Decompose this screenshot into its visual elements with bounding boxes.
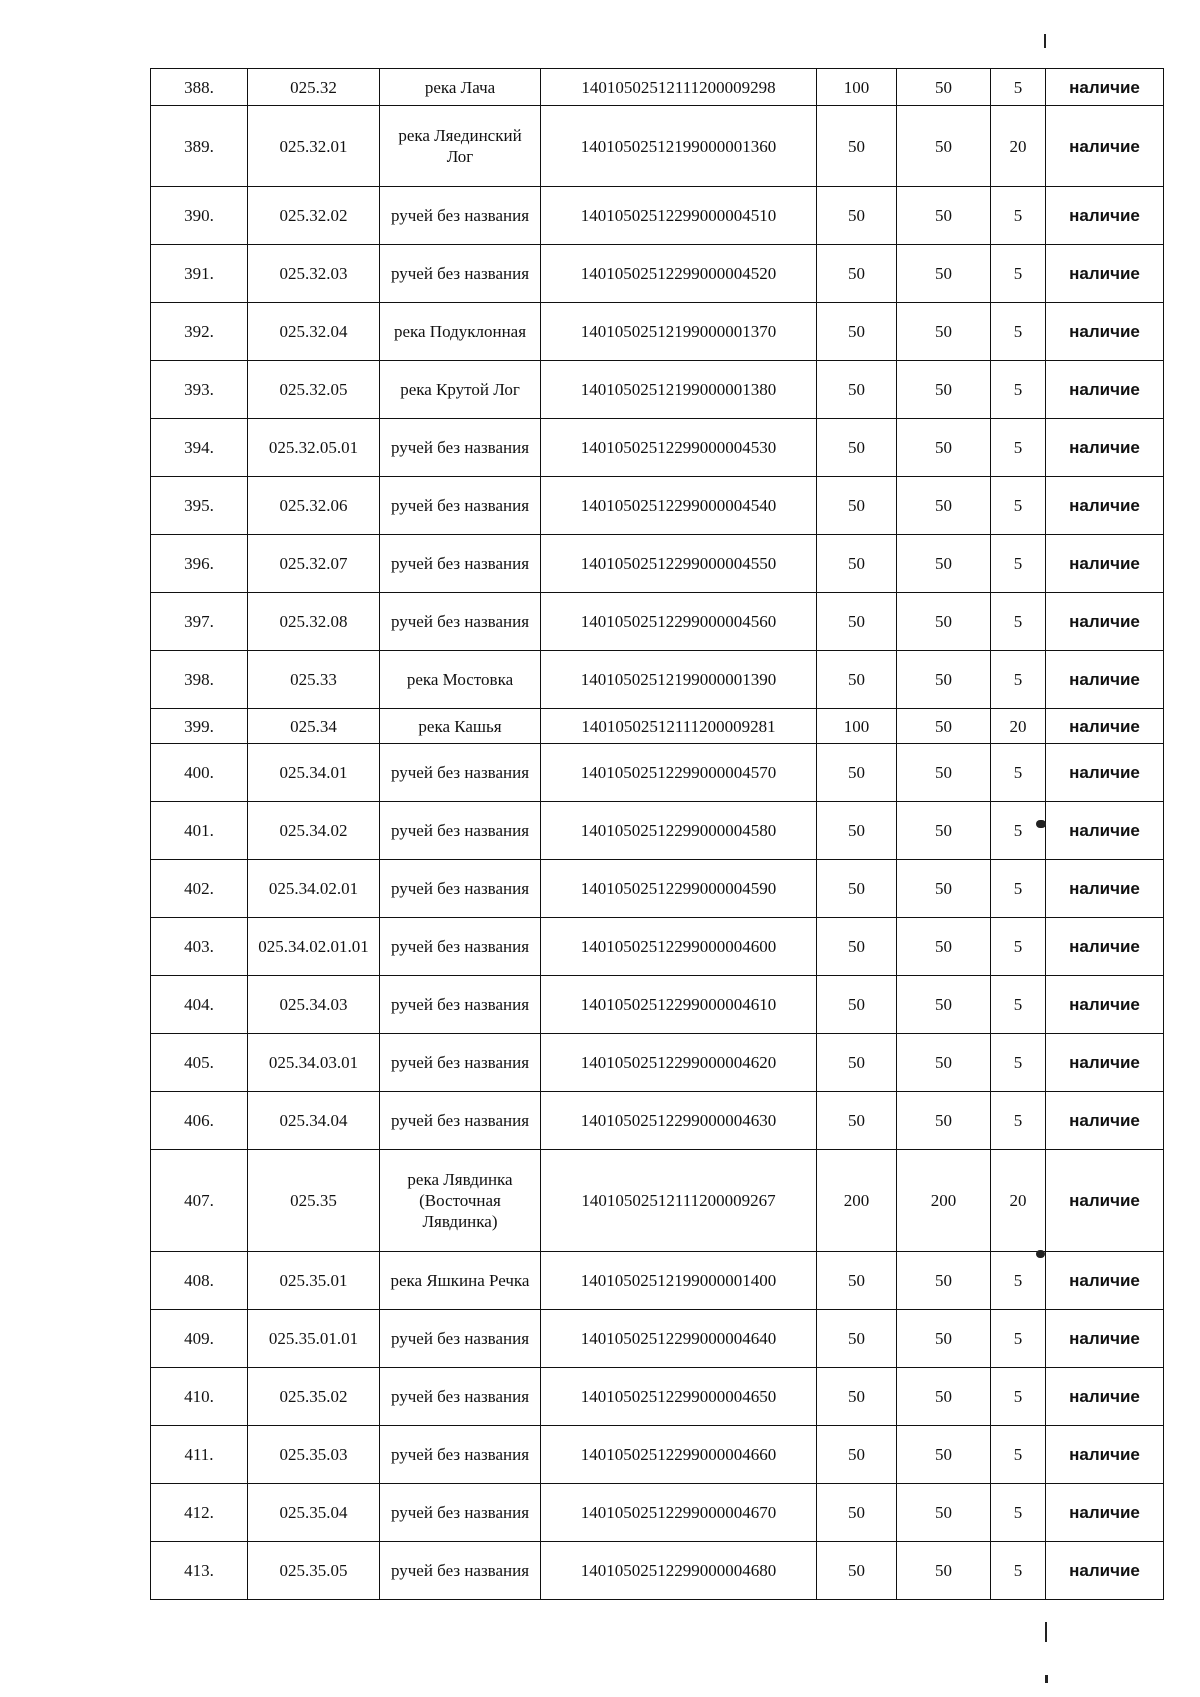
table-row <box>151 419 1164 477</box>
width-b-cell: 200 <box>897 1150 991 1252</box>
row-number-cell: 402. <box>151 860 248 918</box>
status-cell: наличие <box>1046 1368 1164 1426</box>
width-a-cell: 50 <box>817 1034 897 1092</box>
table-body <box>151 69 1164 1600</box>
registry-number-cell: 14010502512299000004510 <box>541 187 817 245</box>
object-name-cell: ручей без названия <box>380 419 541 477</box>
object-name-cell: ручей без названия <box>380 245 541 303</box>
table-row <box>151 1150 1164 1252</box>
width-c-cell: 5 <box>991 1542 1046 1600</box>
object-name-cell: ручей без названия <box>380 1310 541 1368</box>
object-code-cell: 025.32.08 <box>248 593 380 651</box>
object-code-cell: 025.32.05.01 <box>248 419 380 477</box>
width-a-cell: 50 <box>817 1252 897 1310</box>
registry-number-cell: 14010502512199000001390 <box>541 651 817 709</box>
registry-number-cell: 14010502512199000001380 <box>541 361 817 419</box>
table-row <box>151 477 1164 535</box>
table-row <box>151 1426 1164 1484</box>
width-b-cell: 50 <box>897 1426 991 1484</box>
width-b-cell: 50 <box>897 303 991 361</box>
width-c-cell: 5 <box>991 69 1046 106</box>
row-number-cell: 396. <box>151 535 248 593</box>
width-c-cell: 20 <box>991 106 1046 187</box>
width-a-cell: 50 <box>817 1310 897 1368</box>
table-row <box>151 976 1164 1034</box>
object-code-cell: 025.32.04 <box>248 303 380 361</box>
width-c-cell: 5 <box>991 245 1046 303</box>
width-a-cell: 50 <box>817 1484 897 1542</box>
object-name-cell: ручей без названия <box>380 1092 541 1150</box>
scan-mark <box>1044 34 1046 48</box>
registry-number-cell: 14010502512111200009267 <box>541 1150 817 1252</box>
object-name-cell: река Яшкина Речка <box>380 1252 541 1310</box>
status-cell: наличие <box>1046 1426 1164 1484</box>
width-c-cell: 5 <box>991 1484 1046 1542</box>
object-name-cell: ручей без названия <box>380 1426 541 1484</box>
object-name-cell: река Лача <box>380 69 541 106</box>
row-number-cell: 389. <box>151 106 248 187</box>
row-number-cell: 409. <box>151 1310 248 1368</box>
object-name-cell: река Кашья <box>380 709 541 744</box>
row-number-cell: 411. <box>151 1426 248 1484</box>
width-c-cell: 5 <box>991 187 1046 245</box>
width-a-cell: 50 <box>817 1092 897 1150</box>
scan-mark <box>1036 1250 1045 1258</box>
status-cell: наличие <box>1046 419 1164 477</box>
row-number-cell: 413. <box>151 1542 248 1600</box>
width-c-cell: 5 <box>991 419 1046 477</box>
registry-number-cell: 14010502512299000004610 <box>541 976 817 1034</box>
width-b-cell: 50 <box>897 477 991 535</box>
object-code-cell: 025.34.02.01.01 <box>248 918 380 976</box>
object-name-cell: ручей без названия <box>380 1542 541 1600</box>
status-cell: наличие <box>1046 1252 1164 1310</box>
status-cell: наличие <box>1046 477 1164 535</box>
table-row <box>151 802 1164 860</box>
object-name-cell: река Подуклонная <box>380 303 541 361</box>
width-a-cell: 50 <box>817 1426 897 1484</box>
width-b-cell: 50 <box>897 1484 991 1542</box>
row-number-cell: 391. <box>151 245 248 303</box>
width-b-cell: 50 <box>897 361 991 419</box>
object-code-cell: 025.33 <box>248 651 380 709</box>
width-b-cell: 50 <box>897 69 991 106</box>
object-name-cell: ручей без названия <box>380 535 541 593</box>
row-number-cell: 410. <box>151 1368 248 1426</box>
status-cell: наличие <box>1046 1034 1164 1092</box>
status-cell: наличие <box>1046 802 1164 860</box>
object-code-cell: 025.35 <box>248 1150 380 1252</box>
width-b-cell: 50 <box>897 1034 991 1092</box>
registry-number-cell: 14010502512299000004680 <box>541 1542 817 1600</box>
row-number-cell: 393. <box>151 361 248 419</box>
width-c-cell: 5 <box>991 593 1046 651</box>
row-number-cell: 408. <box>151 1252 248 1310</box>
object-code-cell: 025.32.03 <box>248 245 380 303</box>
object-code-cell: 025.32 <box>248 69 380 106</box>
row-number-cell: 401. <box>151 802 248 860</box>
table-row <box>151 709 1164 744</box>
width-b-cell: 50 <box>897 1310 991 1368</box>
row-number-cell: 394. <box>151 419 248 477</box>
status-cell: наличие <box>1046 593 1164 651</box>
width-a-cell: 200 <box>817 1150 897 1252</box>
status-cell: наличие <box>1046 245 1164 303</box>
width-a-cell: 50 <box>817 976 897 1034</box>
width-c-cell: 5 <box>991 535 1046 593</box>
registry-number-cell: 14010502512299000004550 <box>541 535 817 593</box>
width-b-cell: 50 <box>897 1092 991 1150</box>
width-c-cell: 5 <box>991 1368 1046 1426</box>
status-cell: наличие <box>1046 918 1164 976</box>
status-cell: наличие <box>1046 1310 1164 1368</box>
object-code-cell: 025.34.03 <box>248 976 380 1034</box>
registry-number-cell: 14010502512299000004590 <box>541 860 817 918</box>
width-a-cell: 100 <box>817 709 897 744</box>
object-name-cell: ручей без названия <box>380 1484 541 1542</box>
width-b-cell: 50 <box>897 419 991 477</box>
registry-number-cell: 14010502512299000004650 <box>541 1368 817 1426</box>
width-a-cell: 50 <box>817 245 897 303</box>
width-c-cell: 5 <box>991 361 1046 419</box>
object-code-cell: 025.34.02 <box>248 802 380 860</box>
registry-number-cell: 14010502512299000004530 <box>541 419 817 477</box>
table-row <box>151 1310 1164 1368</box>
row-number-cell: 388. <box>151 69 248 106</box>
object-code-cell: 025.32.02 <box>248 187 380 245</box>
row-number-cell: 406. <box>151 1092 248 1150</box>
width-c-cell: 5 <box>991 1426 1046 1484</box>
object-name-cell: ручей без названия <box>380 593 541 651</box>
status-cell: наличие <box>1046 1542 1164 1600</box>
object-code-cell: 025.32.06 <box>248 477 380 535</box>
width-a-cell: 50 <box>817 744 897 802</box>
object-name-cell: река Мостовка <box>380 651 541 709</box>
row-number-cell: 397. <box>151 593 248 651</box>
width-c-cell: 5 <box>991 1310 1046 1368</box>
registry-number-cell: 14010502512299000004640 <box>541 1310 817 1368</box>
registry-number-cell: 14010502512199000001360 <box>541 106 817 187</box>
registry-number-cell: 14010502512111200009281 <box>541 709 817 744</box>
row-number-cell: 390. <box>151 187 248 245</box>
object-name-cell: ручей без названия <box>380 187 541 245</box>
row-number-cell: 403. <box>151 918 248 976</box>
table-row <box>151 535 1164 593</box>
object-code-cell: 025.34.02.01 <box>248 860 380 918</box>
status-cell: наличие <box>1046 976 1164 1034</box>
object-code-cell: 025.35.01.01 <box>248 1310 380 1368</box>
width-b-cell: 50 <box>897 802 991 860</box>
table-row <box>151 744 1164 802</box>
width-b-cell: 50 <box>897 651 991 709</box>
width-a-cell: 50 <box>817 593 897 651</box>
table-row <box>151 1034 1164 1092</box>
row-number-cell: 405. <box>151 1034 248 1092</box>
table-row <box>151 69 1164 106</box>
object-code-cell: 025.35.05 <box>248 1542 380 1600</box>
width-a-cell: 50 <box>817 1368 897 1426</box>
object-name-cell: ручей без названия <box>380 744 541 802</box>
row-number-cell: 395. <box>151 477 248 535</box>
table-row <box>151 1368 1164 1426</box>
width-b-cell: 50 <box>897 744 991 802</box>
width-a-cell: 50 <box>817 477 897 535</box>
object-code-cell: 025.35.01 <box>248 1252 380 1310</box>
object-name-cell: река Крутой Лог <box>380 361 541 419</box>
scan-mark <box>1045 1622 1047 1642</box>
table-row <box>151 245 1164 303</box>
width-b-cell: 50 <box>897 187 991 245</box>
width-c-cell: 5 <box>991 802 1046 860</box>
registry-number-cell: 14010502512299000004580 <box>541 802 817 860</box>
status-cell: наличие <box>1046 187 1164 245</box>
width-a-cell: 50 <box>817 1542 897 1600</box>
row-number-cell: 392. <box>151 303 248 361</box>
status-cell: наличие <box>1046 651 1164 709</box>
status-cell: наличие <box>1046 361 1164 419</box>
status-cell: наличие <box>1046 1150 1164 1252</box>
object-code-cell: 025.32.01 <box>248 106 380 187</box>
width-a-cell: 50 <box>817 860 897 918</box>
object-name-cell: ручей без названия <box>380 1368 541 1426</box>
status-cell: наличие <box>1046 303 1164 361</box>
width-b-cell: 50 <box>897 1542 991 1600</box>
status-cell: наличие <box>1046 1484 1164 1542</box>
object-name-cell: ручей без названия <box>380 477 541 535</box>
object-name-cell: ручей без названия <box>380 860 541 918</box>
width-c-cell: 5 <box>991 303 1046 361</box>
width-a-cell: 50 <box>817 802 897 860</box>
object-code-cell: 025.35.03 <box>248 1426 380 1484</box>
table-row <box>151 860 1164 918</box>
registry-number-cell: 14010502512199000001370 <box>541 303 817 361</box>
row-number-cell: 399. <box>151 709 248 744</box>
object-code-cell: 025.35.02 <box>248 1368 380 1426</box>
width-a-cell: 50 <box>817 303 897 361</box>
registry-number-cell: 14010502512299000004520 <box>541 245 817 303</box>
table-row <box>151 1092 1164 1150</box>
width-b-cell: 50 <box>897 709 991 744</box>
width-b-cell: 50 <box>897 1252 991 1310</box>
registry-number-cell: 14010502512299000004560 <box>541 593 817 651</box>
width-b-cell: 50 <box>897 1368 991 1426</box>
object-name-cell: ручей без названия <box>380 976 541 1034</box>
width-c-cell: 5 <box>991 744 1046 802</box>
width-c-cell: 5 <box>991 1252 1046 1310</box>
object-name-cell: ручей без названия <box>380 918 541 976</box>
width-b-cell: 50 <box>897 860 991 918</box>
row-number-cell: 404. <box>151 976 248 1034</box>
width-c-cell: 5 <box>991 651 1046 709</box>
table-row <box>151 303 1164 361</box>
width-a-cell: 50 <box>817 106 897 187</box>
width-a-cell: 50 <box>817 535 897 593</box>
width-c-cell: 5 <box>991 860 1046 918</box>
width-a-cell: 50 <box>817 187 897 245</box>
table-row <box>151 918 1164 976</box>
registry-number-cell: 14010502512111200009298 <box>541 69 817 106</box>
object-name-cell: ручей без названия <box>380 802 541 860</box>
table-row <box>151 1484 1164 1542</box>
object-code-cell: 025.34.04 <box>248 1092 380 1150</box>
object-code-cell: 025.35.04 <box>248 1484 380 1542</box>
registry-number-cell: 14010502512299000004660 <box>541 1426 817 1484</box>
table-row <box>151 1542 1164 1600</box>
row-number-cell: 407. <box>151 1150 248 1252</box>
width-a-cell: 50 <box>817 918 897 976</box>
table-row <box>151 1252 1164 1310</box>
status-cell: наличие <box>1046 860 1164 918</box>
registry-number-cell: 14010502512299000004620 <box>541 1034 817 1092</box>
status-cell: наличие <box>1046 106 1164 187</box>
table-row <box>151 593 1164 651</box>
object-code-cell: 025.34.03.01 <box>248 1034 380 1092</box>
registry-number-cell: 14010502512299000004540 <box>541 477 817 535</box>
scan-mark <box>1045 1675 1048 1683</box>
object-code-cell: 025.34 <box>248 709 380 744</box>
status-cell: наличие <box>1046 744 1164 802</box>
width-b-cell: 50 <box>897 106 991 187</box>
table-row <box>151 651 1164 709</box>
row-number-cell: 398. <box>151 651 248 709</box>
width-b-cell: 50 <box>897 976 991 1034</box>
status-cell: наличие <box>1046 1092 1164 1150</box>
status-cell: наличие <box>1046 709 1164 744</box>
width-c-cell: 5 <box>991 976 1046 1034</box>
width-c-cell: 20 <box>991 1150 1046 1252</box>
width-c-cell: 5 <box>991 1092 1046 1150</box>
width-a-cell: 50 <box>817 419 897 477</box>
width-c-cell: 5 <box>991 1034 1046 1092</box>
row-number-cell: 400. <box>151 744 248 802</box>
registry-number-cell: 14010502512299000004570 <box>541 744 817 802</box>
row-number-cell: 412. <box>151 1484 248 1542</box>
table-row <box>151 361 1164 419</box>
object-name-cell: река Ляединский Лог <box>380 106 541 187</box>
width-c-cell: 5 <box>991 477 1046 535</box>
object-code-cell: 025.34.01 <box>248 744 380 802</box>
table-row <box>151 187 1164 245</box>
object-code-cell: 025.32.07 <box>248 535 380 593</box>
status-cell: наличие <box>1046 535 1164 593</box>
status-cell: наличие <box>1046 69 1164 106</box>
registry-number-cell: 14010502512299000004630 <box>541 1092 817 1150</box>
width-b-cell: 50 <box>897 918 991 976</box>
registry-number-cell: 14010502512199000001400 <box>541 1252 817 1310</box>
object-code-cell: 025.32.05 <box>248 361 380 419</box>
width-b-cell: 50 <box>897 245 991 303</box>
width-a-cell: 50 <box>817 651 897 709</box>
width-c-cell: 20 <box>991 709 1046 744</box>
scan-mark <box>1036 820 1046 828</box>
table-row <box>151 106 1164 187</box>
width-a-cell: 100 <box>817 69 897 106</box>
width-a-cell: 50 <box>817 361 897 419</box>
water-objects-table <box>150 68 1164 1600</box>
width-b-cell: 50 <box>897 593 991 651</box>
object-name-cell: ручей без названия <box>380 1034 541 1092</box>
registry-number-cell: 14010502512299000004600 <box>541 918 817 976</box>
registry-number-cell: 14010502512299000004670 <box>541 1484 817 1542</box>
width-b-cell: 50 <box>897 535 991 593</box>
object-name-cell: река Лявдинка (Восточная Лявдинка) <box>380 1150 541 1252</box>
width-c-cell: 5 <box>991 918 1046 976</box>
